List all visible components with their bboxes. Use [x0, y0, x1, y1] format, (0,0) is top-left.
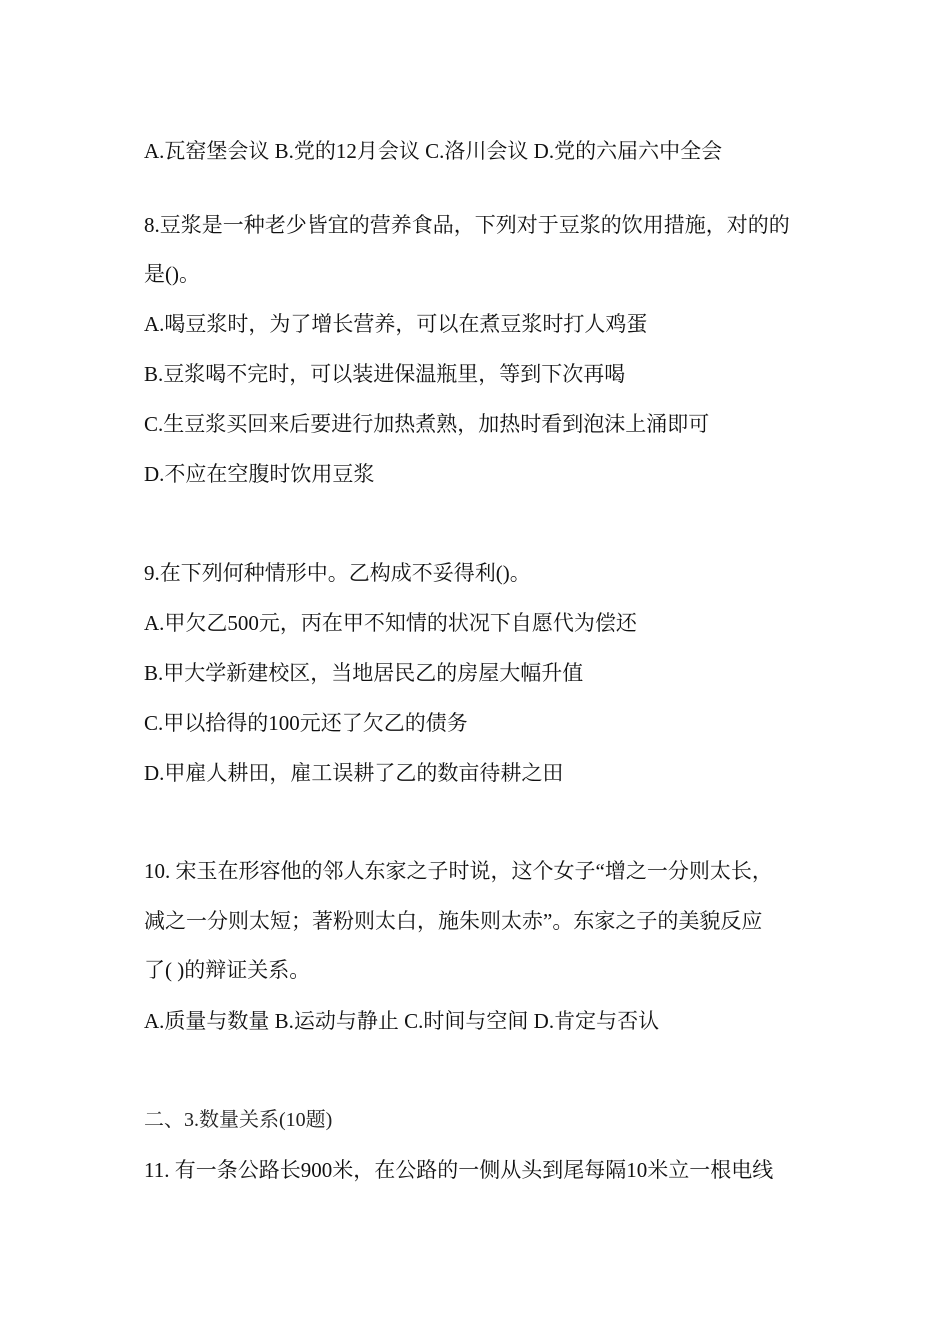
q8-option-b: B.豆浆喝不完时，可以装进保温瓶里，等到下次再喝 [144, 362, 626, 386]
q9-option-d: D.甲雇人耕田，雇工误耕了乙的数亩待耕之田 [144, 761, 564, 785]
q9-option-c: C.甲以拾得的100元还了欠乙的债务 [144, 711, 468, 735]
q10-stem-line1: 10. 宋玉在形容他的邻人东家之子时说，这个女子“增之一分则太长， [144, 859, 773, 883]
q9-option-a: A.甲欠乙500元，丙在甲不知情的状况下自愿代为偿还 [144, 611, 637, 635]
q10-stem-line2: 减之一分则太短；著粉则太白，施朱则太赤”。东家之子的美貌反应 [144, 909, 763, 933]
q8-stem-line1: 8.豆浆是一种老少皆宜的营养食品，下列对于豆浆的饮用措施，对的的 [144, 213, 790, 237]
q10-options: A.质量与数量 B.运动与静止 C.时间与空间 D.肯定与否认 [144, 1009, 660, 1033]
q8-option-d: D.不应在空腹时饮用豆浆 [144, 462, 375, 486]
q8-stem-line2: 是()。 [144, 262, 200, 286]
q9-stem: 9.在下列何种情形中。乙构成不妥得利()。 [144, 561, 531, 585]
q7-options: A.瓦窑堡会议 B.党的12月会议 C.洛川会议 D.党的六届六中全会 [144, 139, 723, 163]
q8-option-a: A.喝豆浆时，为了增长营养，可以在煮豆浆时打人鸡蛋 [144, 312, 648, 336]
section-heading: 二、3.数量关系(10题) [144, 1109, 333, 1131]
q10-stem-line3: 了( )的辩证关系。 [144, 958, 311, 982]
q11-stem-line1: 11. 有一条公路长900米，在公路的一侧从头到尾每隔10米立一根电线 [144, 1158, 774, 1182]
q8-option-c: C.生豆浆买回来后要进行加热煮熟，加热时看到泡沫上涌即可 [144, 412, 710, 436]
q9-option-b: B.甲大学新建校区，当地居民乙的房屋大幅升值 [144, 661, 584, 685]
